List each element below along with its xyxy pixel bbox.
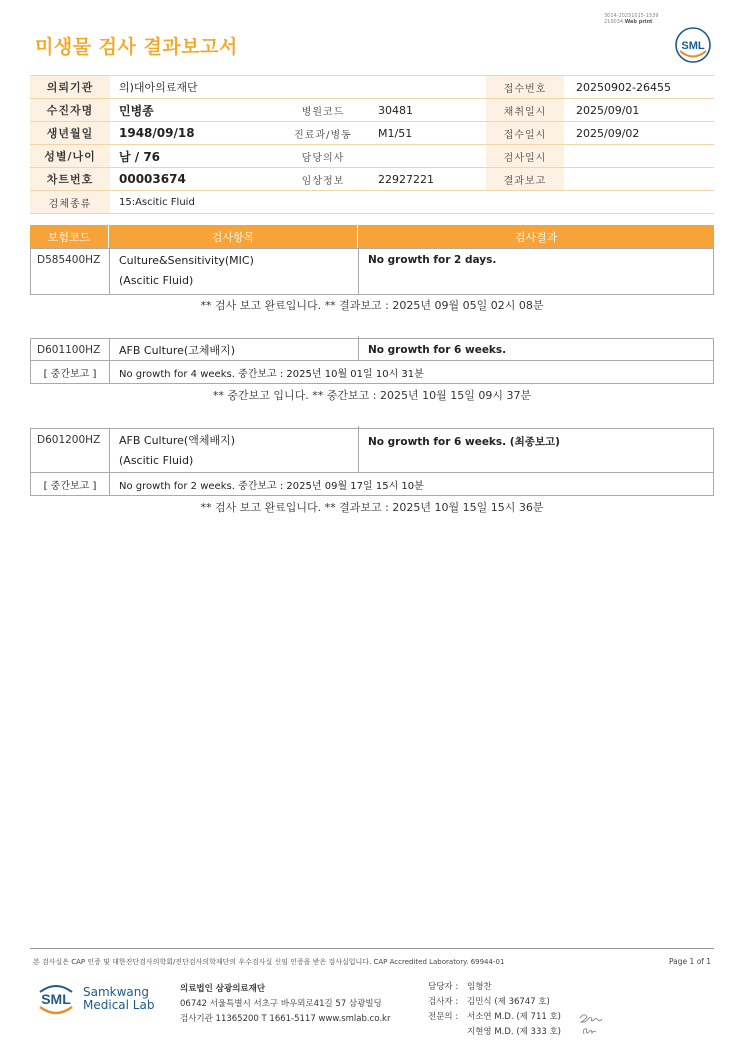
result-code: D585400HZ [31,249,110,294]
result-item [110,246,359,294]
value-institution: 의)대아의료재단 [110,76,486,99]
web-print-label: Web print [624,19,653,25]
staff-value: 서소연 M.D. (제 711 호) [467,1012,562,1022]
label-name: 수진자명 [30,99,110,122]
result-item-line2: (Ascitic Fluid) [119,454,194,467]
sml-logo-text: SML [41,991,71,1007]
header-result: 검사결과 [514,230,558,244]
document-code-line1: 3014-20251015-1539 [604,13,659,19]
interim-label: [ 중간보고 ] [31,473,110,495]
org-contact: 검사기관 11365200 T 1661-5117 www.smlab.co.kr [180,1014,391,1024]
interim-label: [ 중간보고 ] [31,361,110,383]
signature-icon [578,1010,608,1040]
sml-badge-icon [674,26,712,64]
result-code: D601100HZ [31,339,110,360]
result-item [110,426,359,472]
result-block [30,248,714,295]
sml-badge-text: SML [681,40,705,52]
staff-row [428,995,561,1010]
result-item-line1: AFB Culture(고체배지) [119,344,236,357]
org-name: 의료법인 삼광의료재단 [180,984,266,994]
org-address: 06742 서울특별시 서초구 바우뫼로41길 57 삼광빌딩 [180,999,382,1009]
patient-info-table [30,75,714,214]
label-dept-ward: 진료과/병동 [280,122,366,145]
label-chart: 차트번호 [30,168,110,191]
result-block [30,428,714,496]
result-row [31,339,713,361]
info-row [30,99,714,122]
result-row [31,429,713,473]
company-logo [35,978,154,1020]
value-test-date [564,145,714,168]
result-code: D601200HZ [31,429,110,472]
org-info [180,982,390,1027]
label-receipt-date: 접수일시 [486,122,564,145]
staff-value: 지현영 M.D. (제 333 호) [467,1027,562,1037]
label-institution: 의뢰기관 [30,76,110,99]
header-code: 보험코드 [30,225,109,248]
header-item: 검사항목 [109,225,358,248]
label-hospital-code: 병원코드 [280,99,366,122]
result-item [110,336,359,360]
result-note: ** 검사 보고 완료입니다. ** 결과보고 : 2025년 09월 05일 02시 08분 [200,299,544,312]
page-number: Page 1 of 1 [669,957,712,966]
value-sex-age: 남 / 76 [110,145,280,168]
label-test-date: 검사일시 [486,145,564,168]
result-value: No growth for 6 weeks. (최종보고) [368,436,560,448]
results-header [30,225,714,248]
staff-label: 검사자 : [428,997,459,1007]
result-item-line1: AFB Culture(액체배지) [119,434,236,447]
sml-logo-icon [35,978,77,1020]
label-collect-date: 채취일시 [486,99,564,122]
document-code [604,13,659,25]
value-chart: 00003674 [110,168,280,191]
value-receipt-date: 2025/09/02 [564,122,714,145]
staff-row [428,1025,561,1040]
value-name: 민병종 [110,99,280,122]
label-sex-age: 성별/나이 [30,145,110,168]
label-report: 결과보고 [486,168,564,191]
interim-text: No growth for 4 weeks. 중간보고 : 2025년 10월 01일 10시 31분 [119,369,424,380]
value-dept-ward: M1/51 [366,122,486,145]
interim-row [31,473,713,495]
value-clinical: 22927221 [366,168,486,191]
info-row [30,191,714,214]
result-row [31,249,713,294]
staff-label: 담당자 : [428,982,459,992]
label-specimen: 검체종류 [30,191,110,214]
label-birth: 생년월일 [30,122,110,145]
footer-divider [30,948,714,949]
value-collect-date: 2025/09/01 [564,99,714,122]
label-clinical: 임상정보 [280,168,366,191]
interim-row [31,361,713,383]
company-name-line2: Medical Lab [83,998,155,1012]
value-hospital-code: 30481 [366,99,486,122]
info-row [30,168,714,191]
result-note: ** 검사 보고 완료입니다. ** 결과보고 : 2025년 10월 15일 15시 36분 [200,501,544,514]
value-receipt-no: 20250902-26455 [564,76,714,99]
staff-value: 김민식 (제 36747 호) [467,997,550,1007]
page-title: 미생물 검사 결과보고서 [35,36,238,58]
value-birth: 1948/09/18 [110,122,280,145]
staff-row [428,980,561,995]
value-specimen: 15:Ascitic Fluid [110,191,714,214]
label-doctor: 담당의사 [280,145,366,168]
result-item-line2: (Ascitic Fluid) [119,274,194,287]
label-receipt-no: 접수번호 [486,76,564,99]
company-name-line1: Samkwang [83,985,149,999]
result-value: No growth for 2 days. [368,254,497,266]
certification-text: 본 검사실은 CAP 인증 및 대한진단검사의학회/진단검사의학재단의 우수검사실 신임 인증을 받은 검사실입니다. CAP Accredited Laboratory. 69944-01 [33,958,505,966]
result-value: No growth for 6 weeks. [368,344,507,356]
info-row [30,122,714,145]
result-block [30,338,714,384]
company-name [83,986,154,1012]
value-report [564,168,714,191]
document-code-line2: 210034 [604,19,624,25]
value-doctor [366,145,486,168]
staff-label: 전문의 : [428,1012,459,1022]
staff-label [428,1025,467,1040]
result-note: ** 중간보고 입니다. ** 중간보고 : 2025년 10월 15일 09시 37분 [212,389,532,402]
staff-row [428,1010,561,1025]
result-item-line1: Culture&Sensitivity(MIC) [119,254,254,267]
info-row [30,76,714,99]
staff-list [428,980,561,1040]
interim-text: No growth for 2 weeks. 중간보고 : 2025년 09월 17일 15시 10분 [119,481,424,492]
staff-value: 임형찬 [467,982,492,992]
info-row [30,145,714,168]
